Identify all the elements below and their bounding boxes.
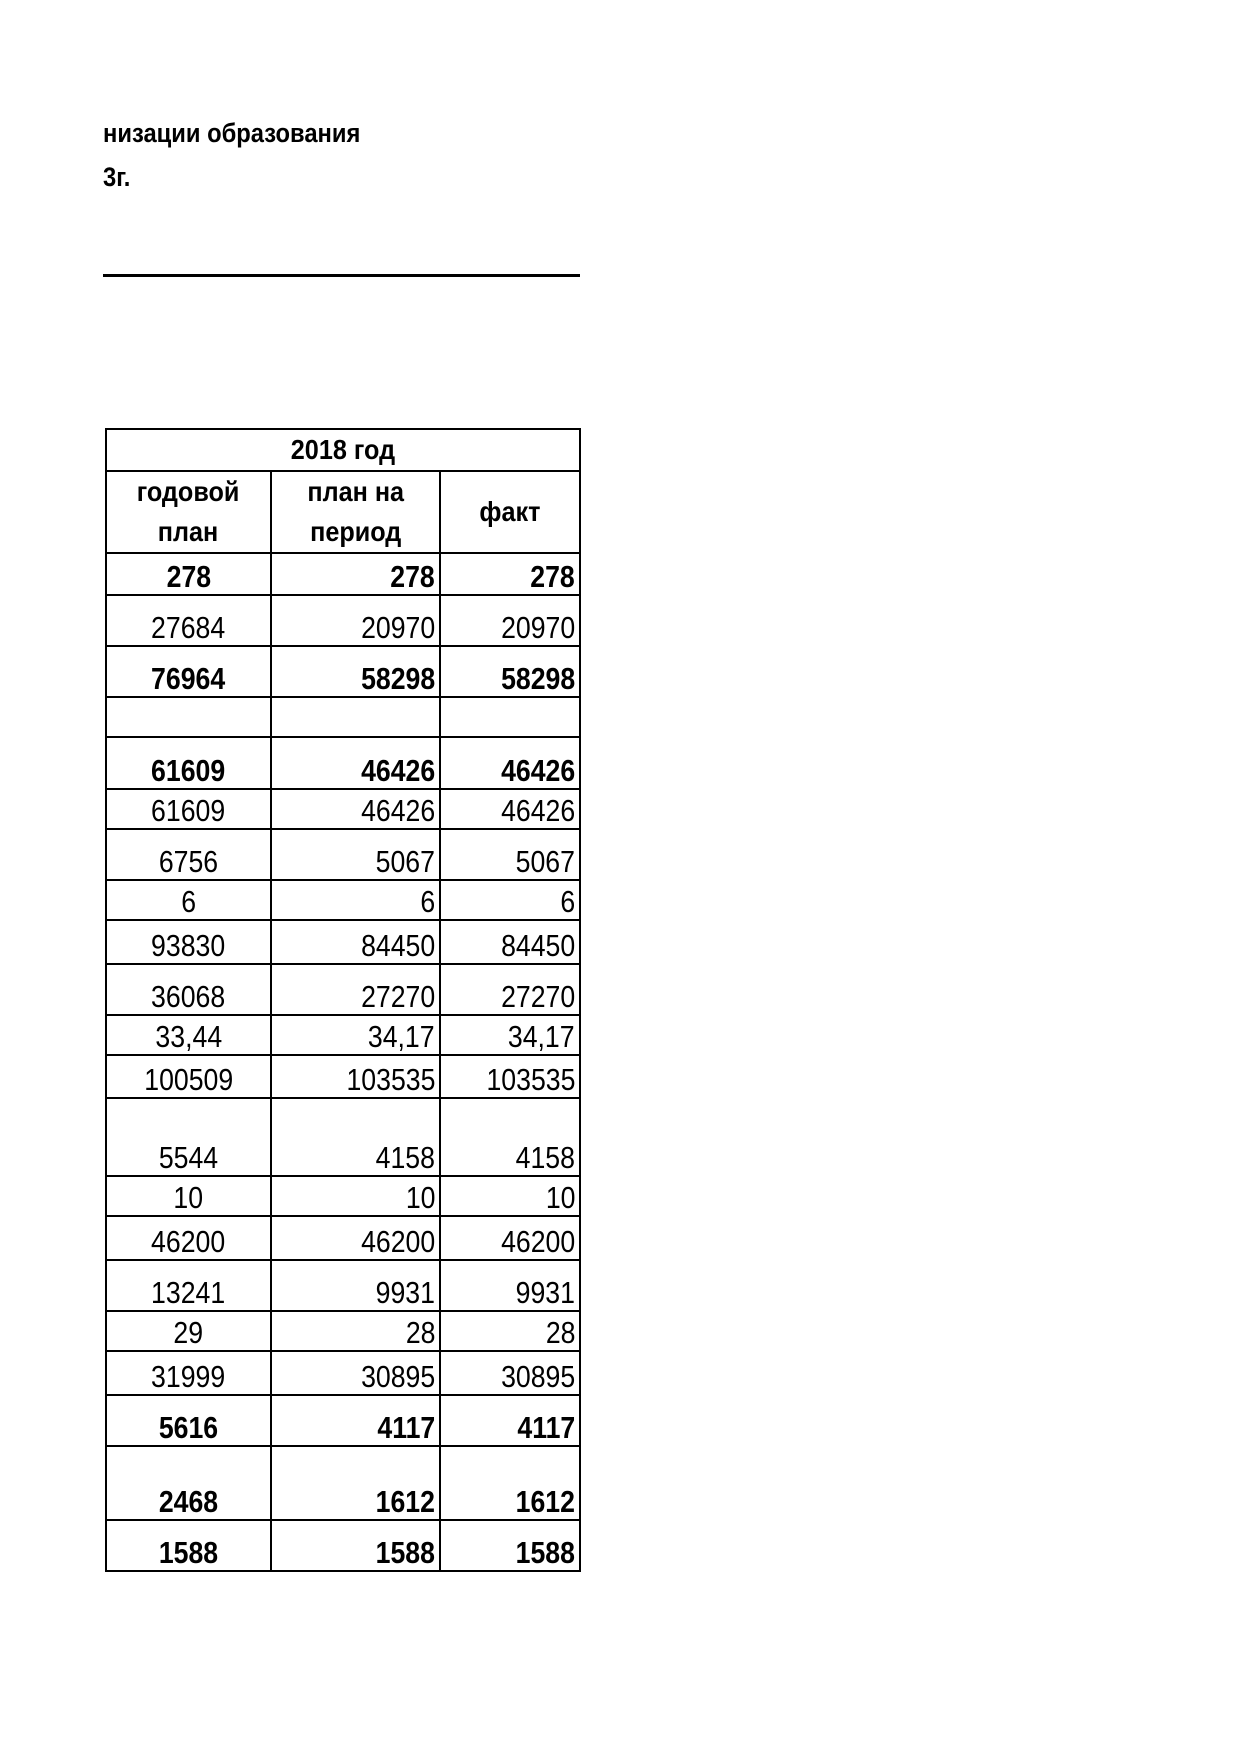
table-row	[106, 789, 580, 829]
cell-value: 6	[181, 884, 196, 919]
cell-period-plan	[271, 646, 440, 697]
cell-value: 30895	[500, 1359, 576, 1394]
cell-period-plan	[271, 1520, 440, 1571]
cell-value: 27270	[360, 979, 435, 1014]
year-header-row	[106, 429, 580, 471]
data-table	[105, 428, 581, 1572]
cell-value: 1612	[375, 1484, 435, 1519]
cell-value: 9931	[375, 1275, 435, 1310]
cell-annual-plan	[106, 1311, 271, 1351]
cell-value: 5544	[158, 1140, 219, 1175]
cell-period-plan	[271, 1216, 440, 1260]
cell-period-plan	[271, 829, 440, 880]
cell-value: 10	[405, 1180, 435, 1215]
cell-value: 9931	[515, 1275, 576, 1310]
cell-fact	[440, 880, 580, 920]
cell-period-plan	[271, 964, 440, 1015]
cell-period-plan	[271, 1055, 440, 1098]
cell-fact	[440, 1216, 580, 1260]
cell-value: 2468	[158, 1484, 219, 1519]
table-row	[106, 920, 580, 964]
cell-period-plan	[271, 595, 440, 646]
cell-annual-plan	[106, 1176, 271, 1216]
table-row	[106, 1395, 580, 1446]
table-row	[106, 553, 580, 595]
column-header-row	[106, 471, 580, 553]
cell-annual-plan	[106, 1098, 271, 1176]
cell-fact	[440, 1260, 580, 1311]
cell-period-plan	[271, 1260, 440, 1311]
cell-period-plan	[271, 1351, 440, 1395]
cell-period-plan	[271, 920, 440, 964]
cell-value: 46426	[360, 793, 435, 828]
table-row	[106, 646, 580, 697]
cell-value: 4158	[515, 1140, 576, 1175]
cell-value: 30895	[360, 1359, 435, 1394]
cell-annual-plan	[106, 1055, 271, 1098]
cell-fact	[440, 595, 580, 646]
cell-value: 1588	[158, 1535, 219, 1570]
cell-value: 4117	[517, 1410, 576, 1445]
col-header-fact	[440, 471, 580, 553]
cell-period-plan	[271, 737, 440, 789]
cell-value: 46426	[500, 753, 576, 788]
table-row	[106, 1176, 580, 1216]
cell-value: 28	[545, 1315, 576, 1350]
table-row	[106, 829, 580, 880]
table-row	[106, 1015, 580, 1055]
cell-fact	[440, 646, 580, 697]
cell-fact	[440, 737, 580, 789]
cell-period-plan	[271, 697, 440, 737]
cell-value: 10	[545, 1180, 576, 1215]
cell-value: 6	[420, 884, 435, 919]
document-heading-line-2: 3г.	[103, 162, 131, 192]
cell-value: 76964	[151, 661, 226, 696]
cell-fact	[440, 1446, 580, 1520]
cell-value: 278	[390, 559, 435, 594]
cell-value: 34,17	[508, 1019, 576, 1054]
signature-rule	[103, 274, 580, 277]
cell-value: 29	[173, 1315, 204, 1350]
cell-annual-plan	[106, 595, 271, 646]
col-header-period-plan-line-1: план на	[307, 476, 404, 507]
cell-period-plan	[271, 1098, 440, 1176]
cell-value: 61609	[151, 753, 226, 788]
cell-annual-plan	[106, 1395, 271, 1446]
table-row	[106, 1055, 580, 1098]
cell-fact	[440, 920, 580, 964]
cell-value: 46426	[500, 793, 576, 828]
cell-value: 5067	[515, 844, 576, 879]
cell-value: 46200	[151, 1224, 226, 1259]
cell-annual-plan	[106, 920, 271, 964]
cell-annual-plan	[106, 880, 271, 920]
cell-value: 31999	[151, 1359, 226, 1394]
table-row	[106, 1446, 580, 1520]
cell-annual-plan	[106, 789, 271, 829]
cell-fact	[440, 829, 580, 880]
cell-value: 1612	[515, 1484, 576, 1519]
cell-annual-plan	[106, 1260, 271, 1311]
cell-value: 100509	[144, 1062, 233, 1097]
cell-value: 34,17	[368, 1019, 435, 1054]
cell-fact	[440, 1176, 580, 1216]
cell-value: 36068	[151, 979, 226, 1014]
cell-value: 13241	[151, 1275, 226, 1310]
cell-value: 278	[530, 559, 576, 594]
cell-value: 46426	[360, 753, 435, 788]
cell-value: 10	[173, 1180, 204, 1215]
cell-fact	[440, 697, 580, 737]
cell-fact	[440, 1098, 580, 1176]
table-row	[106, 737, 580, 789]
cell-annual-plan	[106, 1216, 271, 1260]
col-header-annual-plan-line-1: годовой	[137, 476, 240, 507]
table-row	[106, 1520, 580, 1571]
cell-value: 28	[405, 1315, 435, 1350]
cell-value: 46200	[360, 1224, 435, 1259]
cell-annual-plan	[106, 697, 271, 737]
table-row	[106, 1216, 580, 1260]
cell-period-plan	[271, 553, 440, 595]
cell-value: 20970	[360, 610, 435, 645]
table-row	[106, 880, 580, 920]
cell-annual-plan	[106, 737, 271, 789]
cell-fact	[440, 1520, 580, 1571]
cell-fact	[440, 964, 580, 1015]
document-heading-line-1: низации образования	[103, 118, 361, 148]
cell-fact	[440, 1015, 580, 1055]
cell-value: 1588	[375, 1535, 435, 1570]
col-header-annual-plan-line-2: план	[158, 516, 219, 547]
cell-period-plan	[271, 789, 440, 829]
table-row	[106, 595, 580, 646]
cell-fact	[440, 553, 580, 595]
cell-annual-plan	[106, 1351, 271, 1395]
col-header-fact-label: факт	[479, 496, 541, 527]
col-header-period-plan-line-2: период	[309, 516, 402, 547]
cell-value: 58298	[360, 661, 435, 696]
table-row	[106, 697, 580, 737]
table-row	[106, 1351, 580, 1395]
cell-period-plan	[271, 1395, 440, 1446]
col-header-annual-plan	[106, 471, 271, 553]
cell-value: 1588	[515, 1535, 576, 1570]
cell-value: 5616	[158, 1410, 219, 1445]
cell-period-plan	[271, 1446, 440, 1520]
cell-value: 4158	[375, 1140, 435, 1175]
cell-fact	[440, 1395, 580, 1446]
table-row	[106, 964, 580, 1015]
table-row	[106, 1311, 580, 1351]
cell-value: 6	[560, 884, 576, 919]
year-label: 2018 год	[290, 434, 396, 465]
cell-value: 27270	[500, 979, 576, 1014]
cell-period-plan	[271, 880, 440, 920]
cell-value: 46200	[500, 1224, 576, 1259]
cell-value: 27684	[151, 610, 226, 645]
cell-value: 103535	[346, 1062, 435, 1097]
cell-value: 5067	[375, 844, 435, 879]
table-row	[106, 1260, 580, 1311]
cell-period-plan	[271, 1176, 440, 1216]
cell-value: 103535	[486, 1062, 576, 1097]
cell-annual-plan	[106, 1015, 271, 1055]
cell-annual-plan	[106, 1520, 271, 1571]
cell-period-plan	[271, 1015, 440, 1055]
cell-value: 20970	[500, 610, 576, 645]
cell-period-plan	[271, 1311, 440, 1351]
cell-value: 6756	[158, 844, 219, 879]
cell-annual-plan	[106, 553, 271, 595]
cell-value: 84450	[500, 928, 576, 963]
cell-value: 33,44	[155, 1019, 222, 1054]
cell-annual-plan	[106, 1446, 271, 1520]
col-header-period-plan	[271, 471, 440, 553]
cell-value: 84450	[360, 928, 435, 963]
table-row	[106, 1098, 580, 1176]
cell-fact	[440, 1055, 580, 1098]
cell-value: 61609	[151, 793, 226, 828]
cell-fact	[440, 1311, 580, 1351]
cell-value: 93830	[151, 928, 226, 963]
cell-fact	[440, 789, 580, 829]
cell-annual-plan	[106, 646, 271, 697]
cell-value: 4117	[377, 1410, 435, 1445]
cell-value: 58298	[500, 661, 576, 696]
year-header-cell	[106, 429, 580, 471]
cell-annual-plan	[106, 829, 271, 880]
cell-fact	[440, 1351, 580, 1395]
cell-annual-plan	[106, 964, 271, 1015]
cell-value: 278	[166, 559, 211, 594]
